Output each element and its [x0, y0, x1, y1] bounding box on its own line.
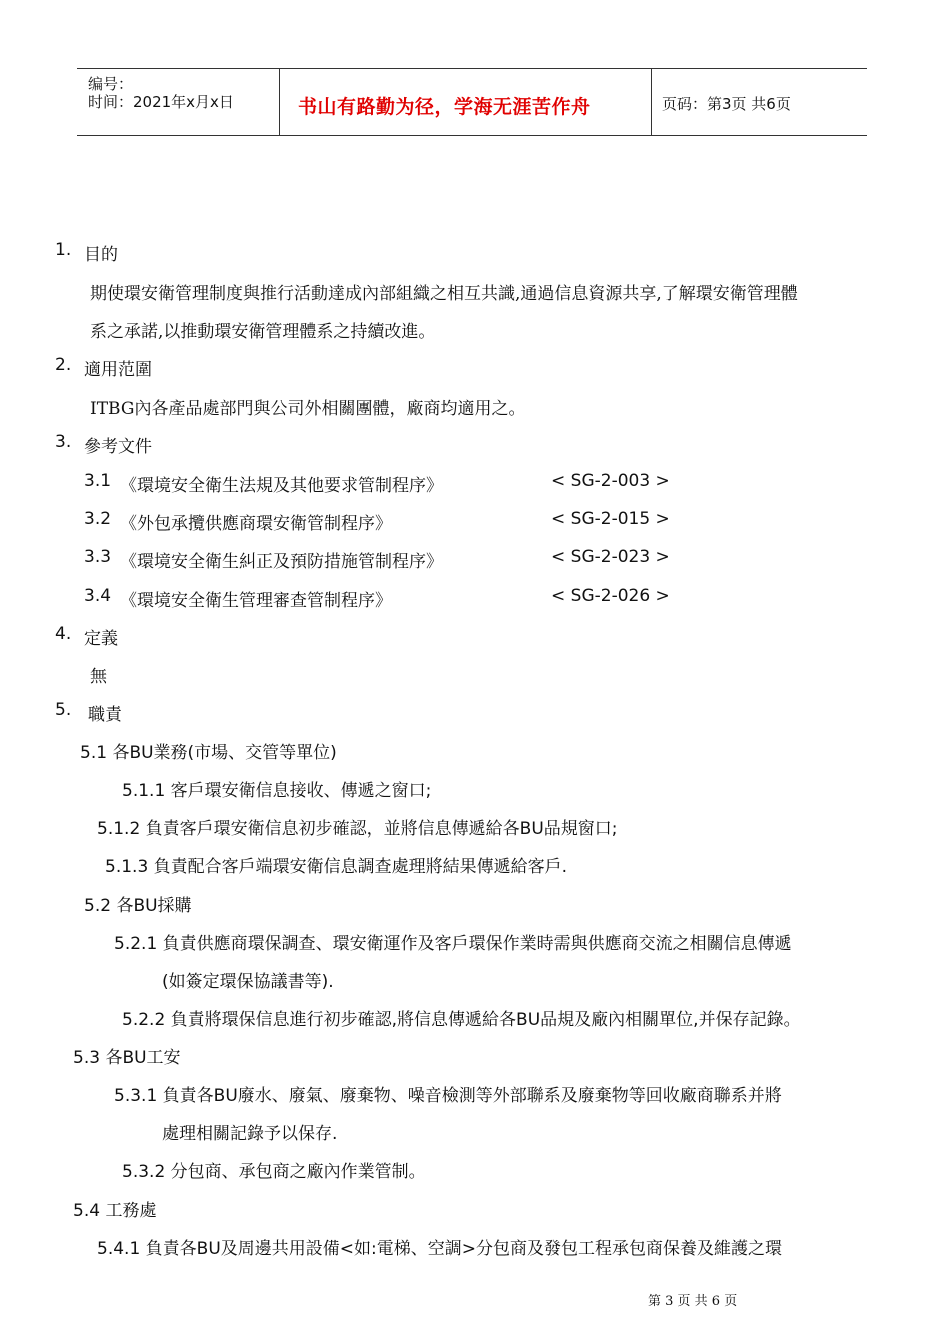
header-divider-left: [279, 68, 280, 136]
clause-5-3: 5.3 各BU工安: [73, 1048, 181, 1068]
section-3-title: 參考文件: [84, 437, 152, 457]
section-2-text: ITBG內各產品處部門與公司外相關團體，廠商均適用之。: [90, 399, 526, 419]
section-1-number: 1.: [55, 240, 72, 260]
ref-3-3-title: 《環境安全衛生糾正及預防措施管制程序》: [120, 552, 443, 572]
clause-5-2-1-line-2: (如簽定環保協議書等).: [162, 972, 334, 992]
section-4-text: 無: [90, 667, 107, 687]
section-2-title: 適用范圍: [84, 360, 152, 380]
clause-5-3-2: 5.3.2 分包商、承包商之廠內作業管制。: [122, 1162, 426, 1182]
ref-3-2-code: < SG-2-015 >: [551, 509, 670, 529]
section-4-title: 定義: [84, 629, 118, 649]
header-bottom-rule: [77, 135, 867, 136]
section-5-number: 5.: [55, 700, 72, 720]
ref-3-4-number: 3.4: [84, 586, 112, 606]
section-4-number: 4.: [55, 624, 72, 644]
section-1-title: 目的: [84, 245, 118, 265]
clause-5-1-1: 5.1.1 客戶環安衛信息接收、傳遞之窗口;: [122, 781, 432, 801]
footer-page-number: 第 3 页 共 6 页: [648, 1294, 738, 1309]
header-divider-right: [651, 68, 652, 136]
clause-5-3-1-line-2: 處理相關記錄予以保存.: [162, 1124, 338, 1144]
clause-5-4-1: 5.4.1 負責各BU及周邊共用設備<如:電梯、空調>分包商及發包工程承包商保養及維護之環: [97, 1239, 782, 1259]
clause-5-2-2: 5.2.2 負責將環保信息進行初步確認,將信息傳遞給各BU品規及廠內相關單位,并保存記錄。: [122, 1010, 801, 1030]
ref-3-1-code: < SG-2-003 >: [551, 471, 670, 491]
section-1-text-line-2: 系之承諾,以推動環安衛管理體系之持續改進。: [90, 322, 436, 342]
clause-5-2-1-line-1: 5.2.1 負責供應商環保調查、環安衛運作及客戶環保作業時需與供應商交流之相關信息傳遞: [114, 934, 792, 954]
header-number-label: 编号：: [88, 75, 134, 93]
clause-5-1-3: 5.1.3 負責配合客戶端環安衛信息調查處理將結果傳遞給客戶.: [105, 857, 568, 877]
clause-5-3-1-line-1: 5.3.1 負責各BU廢水、廢氣、廢棄物、噪音檢測等外部聯系及廢棄物等回收廠商聯系并將: [114, 1086, 782, 1106]
ref-3-1-number: 3.1: [84, 471, 112, 491]
clause-5-2: 5.2 各BU採購: [84, 896, 192, 916]
header-page-info: 页码：第3页 共6页: [662, 95, 791, 113]
clause-5-1: 5.1 各BU業務(市場、交管等單位): [80, 743, 337, 763]
section-5-title: 職責: [88, 705, 122, 725]
ref-3-4-title: 《環境安全衛生管理審查管制程序》: [120, 591, 392, 611]
ref-3-3-number: 3.3: [84, 547, 112, 567]
clause-5-4: 5.4 工務處: [73, 1201, 157, 1221]
section-2-number: 2.: [55, 355, 72, 375]
ref-3-2-title: 《外包承攬供應商環安衛管制程序》: [120, 514, 392, 534]
ref-3-2-number: 3.2: [84, 509, 112, 529]
clause-5-1-2: 5.1.2 負責客戶環安衛信息初步確認，並將信息傳遞給各BU品規窗口;: [97, 819, 618, 839]
header-time-label: 时间：2021年x月x日: [88, 93, 234, 111]
header-top-rule: [77, 68, 867, 69]
header-motto: 书山有路勤为径，学海无涯苦作舟: [298, 96, 591, 118]
section-3-number: 3.: [55, 432, 72, 452]
ref-3-1-title: 《環境安全衛生法規及其他要求管制程序》: [120, 476, 443, 496]
ref-3-4-code: < SG-2-026 >: [551, 586, 670, 606]
section-1-text-line-1: 期使環安衛管理制度與推行活動達成內部組織之相互共識,通過信息資源共享,了解環安衛管理體: [90, 284, 798, 304]
ref-3-3-code: < SG-2-023 >: [551, 547, 670, 567]
